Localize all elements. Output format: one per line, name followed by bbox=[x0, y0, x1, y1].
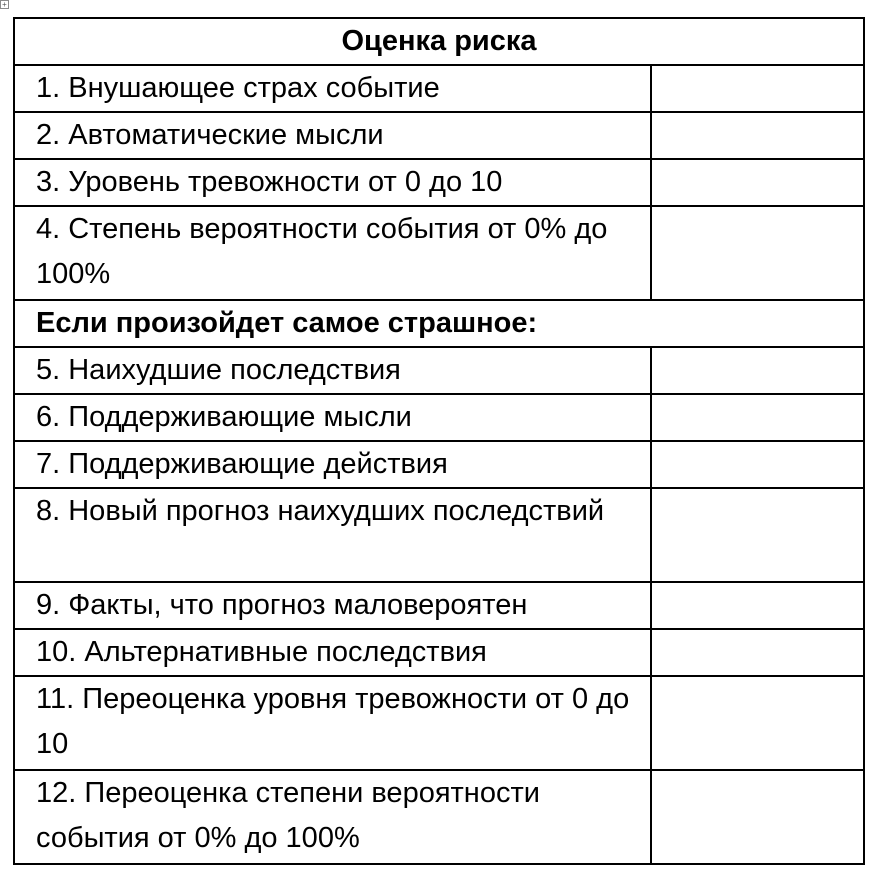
table-row bbox=[14, 394, 864, 441]
row-label: 8. Новый прогноз наихудших последствий bbox=[14, 488, 651, 582]
row-value-cell[interactable] bbox=[651, 582, 864, 629]
row-label: 1. Внушающее страх событие bbox=[14, 65, 651, 112]
row-value-cell[interactable] bbox=[651, 629, 864, 676]
row-value-cell[interactable] bbox=[651, 441, 864, 488]
row-label: 3. Уровень тревожности от 0 до 10 bbox=[14, 159, 651, 206]
row-value-cell[interactable] bbox=[651, 488, 864, 582]
table-row bbox=[14, 112, 864, 159]
row-value-cell[interactable] bbox=[651, 770, 864, 864]
row-value-cell[interactable] bbox=[651, 65, 864, 112]
row-value-cell[interactable] bbox=[651, 394, 864, 441]
table-row bbox=[14, 488, 864, 582]
row-value-cell[interactable] bbox=[651, 206, 864, 300]
section-heading-row bbox=[14, 300, 864, 347]
table-row bbox=[14, 676, 864, 770]
row-label: 9. Факты, что прогноз маловероятен bbox=[14, 582, 651, 629]
table-row bbox=[14, 770, 864, 864]
row-value-cell[interactable] bbox=[651, 112, 864, 159]
table-move-handle-icon[interactable]: + bbox=[0, 0, 9, 9]
table-title-row bbox=[14, 18, 864, 65]
row-label: 5. Наихудшие последствия bbox=[14, 347, 651, 394]
table-row bbox=[14, 441, 864, 488]
row-label: 12. Переоценка степени вероятности события от 0% до 100% bbox=[14, 770, 651, 864]
table-row bbox=[14, 206, 864, 300]
table-title: Оценка риска bbox=[14, 18, 864, 65]
row-label: 6. Поддерживающие мысли bbox=[14, 394, 651, 441]
row-label: 7. Поддерживающие действия bbox=[14, 441, 651, 488]
table-row bbox=[14, 347, 864, 394]
table-row bbox=[14, 582, 864, 629]
row-value-cell[interactable] bbox=[651, 347, 864, 394]
row-label: 10. Альтернативные последствия bbox=[14, 629, 651, 676]
row-label: 11. Переоценка уровня тревожности от 0 до 10 bbox=[14, 676, 651, 770]
row-label: 2. Автоматические мысли bbox=[14, 112, 651, 159]
risk-assessment-table bbox=[13, 17, 865, 865]
table-row bbox=[14, 629, 864, 676]
row-value-cell[interactable] bbox=[651, 159, 864, 206]
table-row bbox=[14, 65, 864, 112]
row-value-cell[interactable] bbox=[651, 676, 864, 770]
table-row bbox=[14, 159, 864, 206]
row-label: 4. Степень вероятности события от 0% до 100% bbox=[14, 206, 651, 300]
section-heading: Если произойдет самое страшное: bbox=[14, 300, 864, 347]
